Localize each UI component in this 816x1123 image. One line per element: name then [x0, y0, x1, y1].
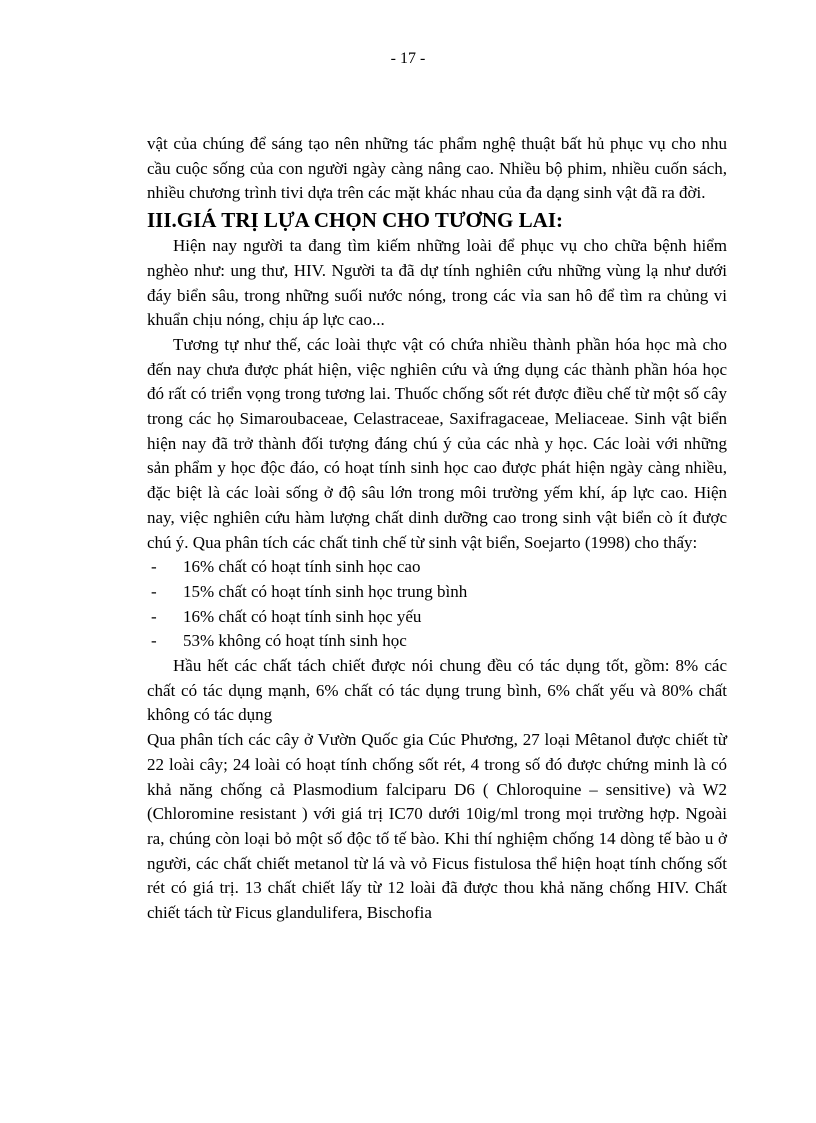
list-item-text: 16% chất có hoạt tính sinh học yếu: [183, 606, 422, 626]
paragraph-disease-research: Hiện nay người ta đang tìm kiếm những loài để phục vụ cho chữa bệnh hiểm nghèo như: ung thư, HIV. Người ta đã dự tính nghiên cứu những vùng lạ như dưới đáy biển sâu, trong những suối nước nóng, trong các vỉa san hô để tìm ra chủng vi khuẩn chịu nóng, chịu áp lực cao...: [147, 236, 727, 330]
list-item: [147, 605, 727, 630]
dash-marker: -: [151, 557, 157, 577]
document-body: [147, 132, 727, 926]
dash-marker: -: [151, 581, 157, 601]
dash-marker: -: [151, 631, 157, 651]
list-item-text: 53% không có hoạt tính sinh học: [183, 631, 407, 651]
paragraph-plant-chemistry: Tương tự như thế, các loài thực vật có chứa nhiều thành phần hóa học mà cho đến nay chưa được phát hiện, việc nghiên cứu và ứng dụng các thành phần hóa học đó rất có triển vọng trong tương lai. Thuốc chống sốt rét được điều chế từ một số cây trong các họ Simaroubaceae, Celastraceae, Saxifragaceae, Meliaceae. Sinh vật biển hiện nay đã trở thành đối tượng đáng chú ý của các nhà y học. Các loài với những sản phẩm y học độc đáo, có hoạt tính sinh học cao được phát hiện ngày càng nhiều, đặc biệt là các loài sống ở độ sâu lớn trong môi trường yếm khí, áp lực cao. Hiện nay, việc nghiên cứu hàm lượng chất dinh dưỡng cao trong sinh vật biển cò ít được chú ý. Qua phân tích các chất tinh chế từ sinh vật biển, Soejarto (1998) cho thấy:: [147, 334, 727, 552]
paragraph-intro-continuation: vật của chúng để sáng tạo nên những tác phẩm nghệ thuật bất hủ phục vụ cho nhu cầu cuộc sống của con người ngày càng nâng cao. Nhiều bộ phim, nhiều cuốn sách, nhiều chương trình tivi dựa trên các mặt khác nhau của đa dạng sinh vật đã ra đời.: [147, 134, 727, 203]
dash-marker: -: [151, 606, 157, 626]
list-item: [147, 580, 727, 605]
paragraph-extraction-effects: Hầu hết các chất tách chiết được nói chung đều có tác dụng tốt, gồm: 8% các chất có tác dụng mạnh, 6% chất có tác dụng trung bình, 6% chất yếu và 80% chất không có tác dụng: [147, 656, 727, 725]
list-item-text: 16% chất có hoạt tính sinh học cao: [183, 557, 421, 577]
page-number: - 17 -: [390, 50, 426, 67]
bioactivity-list: [147, 555, 727, 654]
list-item-text: 15% chất có hoạt tính sinh học trung bình: [183, 581, 468, 601]
list-item: [147, 629, 727, 654]
list-item: [147, 555, 727, 580]
paragraph-cuc-phuong-analysis: Qua phân tích các cây ở Vườn Quốc gia Cúc Phương, 27 loại Mêtanol được chiết từ 22 loài cây; 24 loài có hoạt tính chống sốt rét, 4 trong số đó được chứng minh là có khả năng chống cả Plasmodium falciparu D6 ( Chloroquine – sensitive) và W2 (Chloromine resistant ) với giá trị IC70 dưới 10ig/ml trong mọi trường hợp. Ngoài ra, chúng còn loại bỏ một số độc tố tế bào. Khi thí nghiệm chống 14 dòng tế bào u ở người, các chất chiết metanol từ lá và vỏ Ficus fistulosa thể hiện hoạt tính chống sốt rét có giá trị. 13 chất chiết lấy từ 12 loài đã được thou khả năng chống HIV. Chất chiết tách từ Ficus glandulifera, Bischofia: [147, 730, 727, 923]
section-heading: III.GIÁ TRỊ LỰA CHỌN CHO TƯƠNG LAI:: [147, 208, 563, 233]
